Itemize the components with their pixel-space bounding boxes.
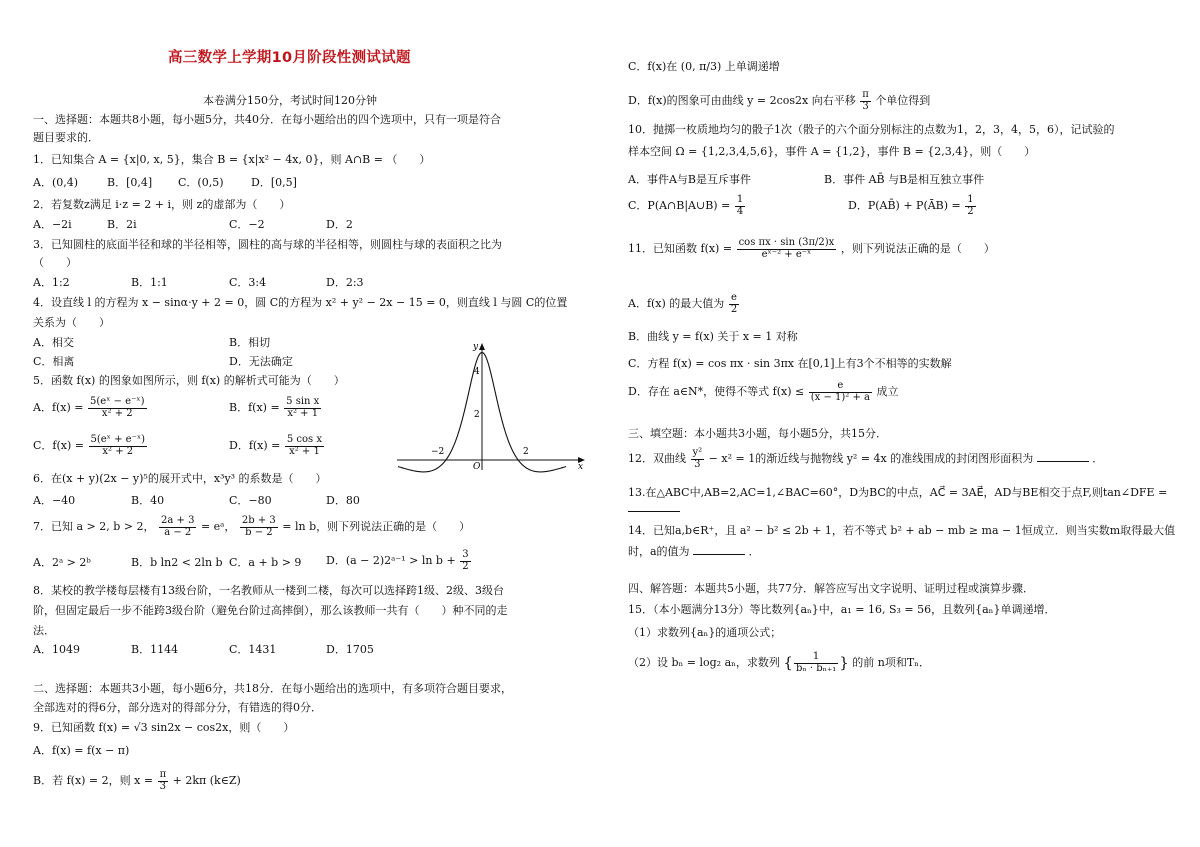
q11-option-b: B．曲线 y = f(x) 关于 x = 1 对称	[628, 330, 798, 343]
q6-option-a: A．−40	[33, 494, 76, 507]
q10-c-num: 1	[736, 194, 744, 205]
q12-den: 3	[694, 458, 701, 470]
q13-answer-blank	[628, 502, 680, 512]
exam-meta: 本卷满分150分，考试时间120分钟	[203, 94, 377, 107]
q7-d-prefix: D．(a − 2)2ᵃ⁻¹ > ln b +	[326, 554, 456, 567]
q9-option-a: A．f(x) = f(x − π)	[33, 744, 130, 757]
q5-c-num: 5(eˣ + e⁻ˣ)	[90, 434, 145, 445]
q11-option-a	[628, 293, 740, 315]
q9-b-post: + 2kπ (k∈Z)	[172, 774, 241, 787]
q4-option-a: A．相交	[33, 336, 74, 349]
q12-post: − x² = 1的渐近线与抛物线 y² = 4x 的准线围成的封闭图形面积为	[708, 452, 1034, 465]
q1-option-c: C．(0,5)	[178, 176, 224, 189]
q9-d-post: 个单位得到	[875, 94, 931, 107]
q9-c-post: 上单调递增	[724, 60, 780, 73]
q5-d-num: 5 cos x	[286, 434, 323, 445]
y-axis-arrow-icon	[479, 343, 485, 350]
section3-heading: 三、填空题：本小题共3小题，每小题5分，共15分．	[628, 427, 887, 440]
q7-f2-num: 2b + 3	[241, 515, 276, 526]
q9-b-fraction	[158, 770, 169, 792]
q5-a-prefix: A．f(x) =	[33, 401, 84, 414]
q3-option-a: A．1:2	[33, 276, 70, 289]
q5-b-prefix: B．f(x) =	[229, 401, 280, 414]
question-14: 14．已知a,b∈R⁺，且 a² − b² ≤ 2b + 1，若不等式 b² + ab − mb ≥ ma − 1恒成立．则当实数m取得最大值	[628, 524, 1176, 537]
q9-c-prefix: C．f(x)在	[628, 60, 678, 73]
q9-b-prefix: B．若 f(x) = 2，则 x =	[33, 774, 154, 787]
q2-option-a: A．−2i	[33, 218, 72, 231]
q2-option-d: D．2	[326, 218, 353, 231]
section1-heading-cont: 题目要求的．	[33, 131, 99, 144]
q4-option-c: C．相离	[33, 355, 75, 368]
q11-fraction	[737, 238, 837, 260]
q7-option-c: C．a + b > 9	[229, 556, 302, 569]
section2-heading-cont: 全部选对的得6分，部分选对的得部分分，有错选的得0分．	[33, 701, 322, 714]
q11-a-num: e	[729, 293, 739, 305]
q8-option-b: B．1144	[131, 643, 179, 656]
q5-d-den: x² + 1	[289, 445, 320, 457]
q5-c-den: x² + 2	[102, 445, 134, 457]
q6-option-b: B．40	[131, 494, 165, 507]
y-tick-4: 4	[474, 367, 480, 377]
q5-d-prefix: D．f(x) =	[229, 439, 281, 452]
question-8-cont2: 法．	[33, 624, 55, 637]
q8-option-d: D．1705	[326, 643, 374, 656]
q4-option-b: B．相切	[229, 336, 271, 349]
q11-prefix: 11．已知函数 f(x) =	[628, 242, 733, 255]
question-10-cont: 样本空间 Ω = {1,2,3,4,5,6}，事件 A = {1,2}，事件 B = {2,3,4}，则（ ）	[628, 145, 1036, 158]
q15-2-den: bₙ · bₙ₊₁	[795, 662, 837, 674]
q5-c-fraction	[89, 435, 148, 457]
exam-title: 高三数学上学期10月阶段性测试试题	[168, 50, 411, 66]
q5-option-a	[33, 397, 148, 419]
q9-b-den: 3	[159, 780, 167, 792]
q11-d-fraction	[809, 381, 872, 403]
q11-post: ，则下列说法正确的是（ ）	[840, 242, 995, 255]
q5-c-prefix: C．f(x) =	[33, 439, 84, 452]
q12-answer-blank	[1037, 452, 1089, 462]
q6-option-c: C．−80	[229, 494, 272, 507]
q9-c-interval: (0, π/3)	[680, 60, 722, 73]
q10-d-num: 1	[967, 194, 974, 205]
question-8-cont: 阶，但固定最后一步不能跨3级台阶（避免台阶过高摔倒），那么该教师一共有（ ）种不同的走	[33, 604, 508, 617]
q11-d-num: e	[809, 381, 872, 393]
q11-d-prefix: D．存在 a∈N*，使得不等式 f(x) ≤	[628, 385, 805, 398]
q7-d-num: 3	[462, 549, 469, 560]
q15-2-post: 的前 n项和Tₙ．	[852, 656, 930, 669]
q11-d-den: (x − 1)² + a	[810, 391, 870, 403]
q15-part-1: （1）求数列{aₙ}的通项公式；	[628, 626, 782, 639]
q7-fraction-a	[159, 516, 196, 538]
q8-option-a: A．1049	[33, 643, 80, 656]
q7-f1-num: 2a + 3	[161, 515, 195, 526]
q11-option-d	[628, 381, 898, 403]
q10-option-a: A．事件A与B是互斥事件	[628, 173, 751, 186]
question-8: 8．某校的教学楼每层楼有13级台阶，一名教师从一楼到二楼，每次可以选择跨1级、2级、3级台	[33, 584, 504, 597]
y-tick-2: 2	[474, 410, 480, 420]
q9-option-c	[628, 61, 780, 72]
q9-d-num: π	[862, 89, 869, 100]
q7-fraction-b	[240, 516, 278, 538]
q9-option-d	[628, 90, 930, 112]
q7-option-b: B．b ln2 < 2ln b	[131, 556, 223, 569]
q7-option-d	[326, 550, 472, 572]
q11-den: eˣ⁻² + e⁻ˣ	[761, 248, 812, 260]
q2-option-b: B．2i	[107, 218, 137, 231]
q10-d-den: 2	[967, 205, 974, 217]
q12-fraction	[691, 448, 705, 470]
q9-b-num: π	[159, 769, 167, 780]
question-7	[33, 516, 470, 538]
q5-a-fraction	[88, 397, 147, 419]
question-14-cont	[628, 545, 760, 557]
q11-num: cos πx · sin (3π/2)x	[738, 237, 835, 248]
question-11	[628, 238, 995, 260]
q15-part-2	[628, 652, 930, 674]
q11-option-c: C．方程 f(x) = cos πx · sin 3πx 在[0,1]上有3个不相等的实数解	[628, 357, 952, 370]
question-10: 10．抛掷一枚质地均匀的骰子1次（骰子的六个面分别标注的点数为1，2，3，4，5，6），记试验的	[628, 123, 1115, 136]
x-axis-label: x	[578, 462, 584, 472]
q11-a-fraction	[729, 293, 739, 315]
q7-d-fraction	[460, 550, 470, 572]
question-5: 5．函数 f(x) 的图象如图所示，则 f(x) 的解析式可能为（ ）	[33, 374, 345, 387]
q7-option-a: A．2ᵃ > 2ᵇ	[33, 556, 91, 569]
q7-prefix: 7．已知 a > 2, b > 2，	[33, 520, 155, 533]
q5-b-den: x² + 1	[287, 407, 319, 419]
section1-heading: 一、选择题：本题共8小题，每小题5分，共40分．在每小题给出的四个选项中，只有一项是符合	[33, 113, 501, 126]
q1-option-d: D．[0,5]	[251, 176, 297, 189]
q9-d-prefix: D．f(x)的图象可由曲线 y = 2cos2x 向右平移	[628, 94, 856, 107]
q10-c-den: 4	[736, 205, 744, 217]
q5-option-d	[229, 435, 325, 457]
q10-d-prefix: D．P(AB̄) + P(ĀB) =	[848, 199, 961, 212]
q14-answer-blank	[693, 545, 745, 555]
q5-b-fraction	[284, 397, 321, 419]
question-2: 2．若复数z满足 i·z = 2 + i，则 z的虚部为（ ）	[33, 198, 291, 211]
q5-option-c	[33, 435, 148, 457]
question-15: 15．（本小题满分13分）等比数列{aₙ}中，a₁ = 16, S₃ = 56，且数列{aₙ}单调递增．	[628, 603, 1056, 616]
q5-d-fraction	[285, 435, 324, 457]
question-4-cont: 关系为（ ）	[33, 316, 110, 329]
q10-option-d	[848, 195, 977, 217]
x-tick-neg2: −2	[431, 447, 445, 457]
q11-a-den: 2	[730, 303, 738, 315]
section4-heading: 四、解答题：本题共5小题，共77分．解答应写出文字说明、证明过程或演算步骤．	[628, 582, 1034, 595]
origin-label: O	[473, 462, 481, 472]
q7-f2-den: b − 2	[245, 526, 273, 538]
question-9: 9．已知函数 f(x) = √3 sin2x − cos2x，则（ ）	[33, 721, 295, 734]
q1-option-a: A．(0,4)	[33, 176, 79, 189]
question-13: 13.在△ABC中,AB=2,AC=1,∠BAC=60°，D为BC的中点，AC⃗ = 3AE⃗，AD与BE相交于点F,则tan∠DFE =	[628, 486, 1168, 499]
q10-c-prefix: C．P(A∩B|A∪B) =	[628, 199, 731, 212]
q6-option-d: D．80	[326, 494, 360, 507]
q3-option-d: D．2:3	[326, 276, 364, 289]
q4-option-d: D．无法确定	[229, 355, 293, 368]
q1-option-b: B．[0,4]	[107, 176, 153, 189]
question-3: 3．已知圆柱的底面半径和球的半径相等，圆柱的高与球的半径相等，则圆柱与球的表面积之比为	[33, 238, 502, 251]
q3-option-c: C．3:4	[229, 276, 267, 289]
q3-option-b: B．1:1	[131, 276, 168, 289]
q15-brace-right: }	[839, 653, 849, 672]
q15-2-prefix: （2）设 bₙ = log₂ aₙ，求数列	[628, 656, 780, 669]
q2-option-c: C．−2	[229, 218, 265, 231]
q7-post: = ln b，则下列说法正确的是（ ）	[282, 520, 471, 533]
q10-option-c	[628, 195, 746, 217]
question-6: 6．在(x + y)(2x − y)⁵的展开式中，x³y³ 的系数是（ ）	[33, 472, 327, 485]
q5-a-num: 5(eˣ − e⁻ˣ)	[90, 396, 145, 407]
q10-option-b: B．事件 AB̄ 与B是相互独立事件	[824, 173, 985, 186]
q9-option-b	[33, 770, 241, 792]
y-axis-label: y	[473, 342, 479, 352]
q12-end: ．	[1092, 452, 1104, 465]
q11-d-post: 成立	[876, 385, 899, 398]
q14-prefix: 时，a的值为	[628, 545, 690, 558]
section2-heading: 二、选择题：本题共3小题，每小题6分，共18分．在每小题给出的选项中，有多项符合题目要求，	[33, 682, 512, 695]
q7-d-den: 2	[462, 560, 469, 572]
q12-prefix: 12．双曲线	[628, 452, 686, 465]
q9-d-fraction	[860, 90, 871, 112]
q8-option-c: C．1431	[229, 643, 277, 656]
q10-c-fraction	[735, 195, 745, 217]
x-tick-2: 2	[523, 447, 529, 457]
q5-function-graph	[393, 338, 588, 473]
q15-2-num: 1	[794, 652, 838, 664]
q5-a-den: x² + 2	[101, 407, 133, 419]
q7-f1-den: a − 2	[164, 526, 192, 538]
q10-d-fraction	[965, 195, 975, 217]
question-4: 4．设直线 l 的方程为 x − sinα·y + 2 = 0，圆 C的方程为 x² + y² − 2x − 15 = 0，则直线 l 与圆 C的位置	[33, 296, 568, 309]
question-1: 1．已知集合 A = {x|0, x, 5}，集合 B = {x|x² − 4x, 0}，则 A∩B = （ ）	[33, 153, 431, 166]
q15-brace-left: {	[783, 653, 793, 672]
question-12	[628, 448, 1103, 470]
q7-mid: = eᵃ，	[200, 520, 236, 533]
q12-num: y²	[692, 447, 703, 458]
q13-answer-blank-line	[628, 502, 680, 514]
q5-b-num: 5 sin x	[286, 396, 320, 407]
q5-option-b	[229, 397, 322, 419]
q15-2-fraction	[794, 652, 838, 674]
q11-a-prefix: A．f(x) 的最大值为	[628, 297, 725, 310]
q9-d-den: 3	[862, 100, 869, 112]
q14-end: ．	[748, 545, 760, 558]
question-3-cont: （ ）	[33, 256, 77, 269]
